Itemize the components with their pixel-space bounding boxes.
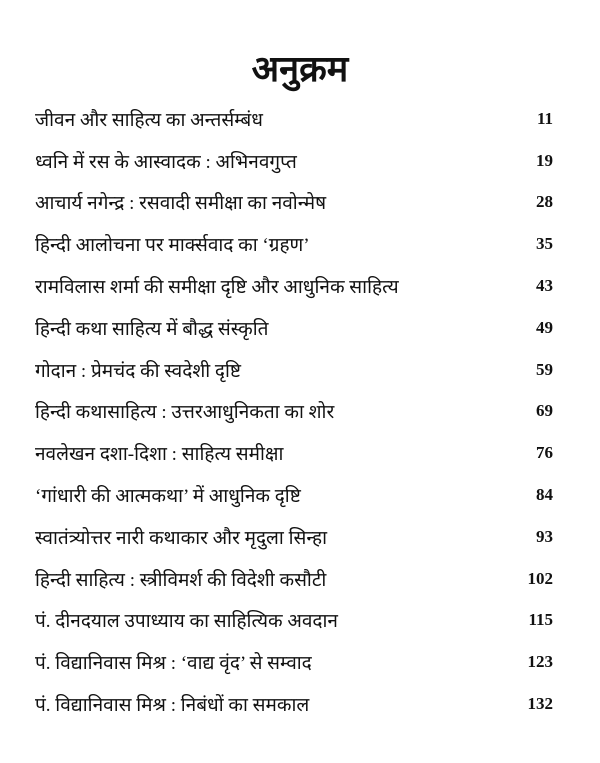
toc-entry-page: 69 bbox=[536, 401, 553, 421]
toc-entry bbox=[35, 223, 553, 265]
toc-entry bbox=[35, 641, 553, 683]
toc-entry-page: 11 bbox=[536, 108, 553, 128]
toc-entry-title: पं. विद्यानिवास मिश्र : ‘वाद्य वृंद’ से सम्वाद bbox=[35, 653, 312, 675]
toc-entry-title: पं. दीनदयाल उपाध्याय का साहित्यिक अवदान bbox=[35, 611, 338, 633]
toc-entry-page: 35 bbox=[536, 234, 553, 254]
toc-entry bbox=[35, 265, 553, 307]
page-title: अनुक्रम bbox=[251, 49, 349, 89]
toc-entry-title: ध्वनि में रस के आस्वादक : अभिनवगुप्त bbox=[35, 151, 297, 173]
toc-entry-page: 84 bbox=[536, 485, 553, 505]
toc-entry-title: ‘गांधारी की आत्मकथा’ में आधुनिक दृष्टि bbox=[35, 486, 301, 508]
toc-entry-page: 76 bbox=[536, 443, 553, 463]
toc-entry-page: 28 bbox=[536, 192, 553, 212]
toc-entry bbox=[35, 98, 553, 140]
toc-entry-page: 115 bbox=[528, 610, 553, 630]
toc-entry-title: जीवन और साहित्य का अन्तर्सम्बंध bbox=[35, 109, 263, 131]
toc-entry bbox=[35, 307, 553, 349]
toc-entry-title: हिन्दी साहित्य : स्त्रीविमर्श की विदेशी कसौटी bbox=[35, 569, 327, 591]
toc-entry-title: हिन्दी कथासाहित्य : उत्तरआधुनिकता का शोर bbox=[35, 402, 335, 424]
toc-entry-title: हिन्दी आलोचना पर मार्क्सवाद का ‘ग्रहण’ bbox=[35, 235, 310, 257]
toc-entry bbox=[35, 474, 553, 516]
toc-entry bbox=[35, 182, 553, 224]
toc-entry-page: 123 bbox=[527, 652, 553, 672]
toc-entry-title: पं. विद्यानिवास मिश्र : निबंधों का समकाल bbox=[35, 695, 310, 717]
table-of-contents bbox=[35, 98, 553, 725]
toc-entry bbox=[35, 516, 553, 558]
toc-entry-title: रामविलास शर्मा की समीक्षा दृष्टि और आधुनिक साहित्य bbox=[35, 277, 399, 299]
toc-entry-page: 93 bbox=[536, 526, 553, 546]
toc-entry-title: आचार्य नगेन्द्र : रसवादी समीक्षा का नवोन्मेष bbox=[35, 193, 327, 215]
toc-entry-page: 43 bbox=[536, 276, 553, 296]
toc-entry-page: 49 bbox=[536, 317, 553, 337]
toc-entry-page: 132 bbox=[527, 694, 553, 714]
toc-entry-title: गोदान : प्रेमचंद की स्वदेशी दृष्टि bbox=[35, 360, 242, 382]
toc-entry-page: 19 bbox=[536, 150, 553, 170]
toc-entry bbox=[35, 140, 553, 182]
toc-entry-title: हिन्दी कथा साहित्य में बौद्ध संस्कृति bbox=[35, 318, 269, 340]
toc-entry-title: स्वातंत्र्योत्तर नारी कथाकार और मृदुला सिन्हा bbox=[35, 527, 328, 549]
toc-entry bbox=[35, 683, 553, 725]
toc-entry-title: नवलेखन दशा-दिशा : साहित्य समीक्षा bbox=[35, 444, 284, 466]
toc-entry bbox=[35, 432, 553, 474]
toc-entry bbox=[35, 558, 553, 600]
toc-entry bbox=[35, 391, 553, 433]
toc-entry-page: 102 bbox=[527, 568, 553, 588]
toc-entry bbox=[35, 600, 553, 642]
toc-entry-page: 59 bbox=[536, 359, 553, 379]
toc-entry bbox=[35, 349, 553, 391]
